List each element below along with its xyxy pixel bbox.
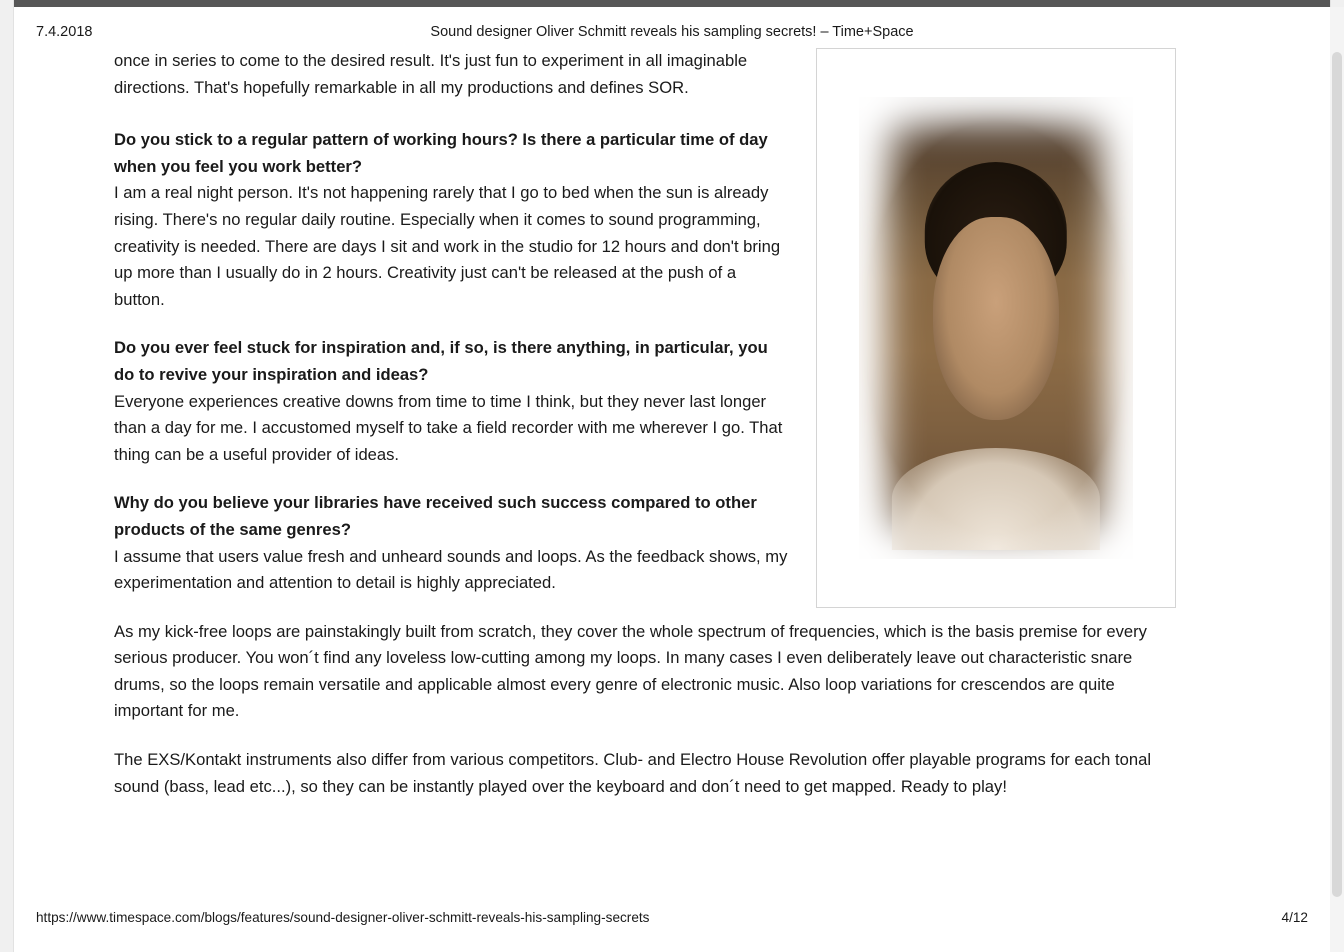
photo-shirt-region [892,448,1100,550]
paragraph-intro-continued: once in series to come to the desired result. It's just fun to experiment in all imaginable directions. That's hopefully remarkable in all my productions and defines SOR. [114,51,748,97]
header-date: 7.4.2018 [36,24,93,40]
footer-url[interactable]: https://www.timespace.com/blogs/features/sound-designer-oliver-schmitt-reveals-his-sampling-secrets [36,910,650,925]
page-left-margin [0,0,14,952]
photo-image [859,97,1133,559]
answer-success: I assume that users value fresh and unheard sounds and loops. As the feedback shows, my experimentation and attention to detail is highly appreciated. [114,546,788,593]
answer-working-hours: I am a real night person. It's not happening rarely that I go to bed when the sun is already rising. There's no regular daily routine. Especially when it comes to sound programming, creativity is needed. There are days I sit and work in the studio for 12 hours and don't bring up more than I usually do in 2 hours. Creativity just can't be released at the push of a button. [114,183,781,309]
vertical-scrollbar[interactable] [1330,7,1344,952]
photo-face-region [933,217,1059,420]
answer-inspiration: Everyone experiences creative downs from time to time I think, but they never last longer than a day for me. I accustomed myself to take a field recorder with me wherever I go. That thing can be a useful provider of ideas. [114,391,783,464]
portrait-photo-oliver-schmitt [816,48,1182,608]
document-footer [0,910,1344,930]
article-content [114,48,1182,800]
scrollbar-thumb[interactable] [1332,52,1342,897]
question-success: Why do you believe your libraries have received such success compared to other products of the same genres? [114,493,757,539]
paragraph-instruments: The EXS/Kontakt instruments also differ from various competitors. Club- and Electro House Revolution offer playable programs for each tonal sound (bass, lead etc...), so they can be instantly played over the keyboard and don´t need to get mapped. Ready to play! [114,750,1152,796]
window-top-bar [0,0,1344,7]
paragraph-loops: As my kick-free loops are painstakingly built from scratch, they cover the whole spectrum of frequencies, which is the basis premise for every serious producer. You won´t find any loveless low-cutting among my loops. In many cases I even deliberately leave out characteristic snare drums, so the loops remain versatile and applicable almost every genre of electronic music. Also loop variations for crescendos are quite important for me. [114,621,1147,721]
header-title: Sound designer Oliver Schmitt reveals his sampling secrets! – Time+Space [430,24,914,40]
document-header [0,24,1344,46]
footer-page-number: 4/12 [1281,910,1308,925]
photo-frame [816,48,1176,608]
question-inspiration: Do you ever feel stuck for inspiration and, if so, is there anything, in particular, you do to revive your inspiration and ideas? [114,338,768,384]
question-working-hours: Do you stick to a regular pattern of working hours? Is there a particular time of day when you feel you work better? [114,130,768,176]
